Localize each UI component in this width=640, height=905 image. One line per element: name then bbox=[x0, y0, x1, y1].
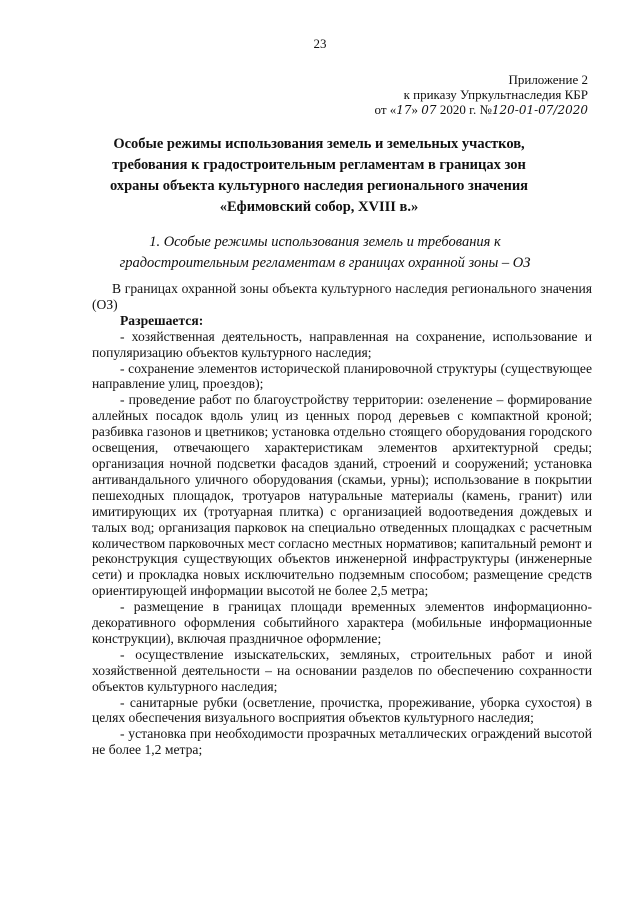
list-item: - осуществление изыскательских, земляных, строительных работ и иной хозяйственной деятельности – на основании разделов по обеспечению сохранности объектов культурного наследия; bbox=[92, 646, 592, 694]
appendix-title: Приложение 2 bbox=[508, 72, 588, 87]
order-number: 120-01-07/2020 bbox=[491, 103, 588, 117]
document-title: Особые режимы использования земель и земельных участков, требования к градостроительным регламентам в границах зон охраны объекта культурного наследия регионального значения «Ефимовский собор, XVIII в.» bbox=[109, 136, 529, 215]
list-item: - установка при необходимости прозрачных металлических ограждений высотой не более 1,2 метра; bbox=[92, 726, 592, 758]
appendix-order: к приказу Упркультнаследия КБР bbox=[403, 87, 588, 102]
section-heading: 1. Особые режимы использования земель и требования к градостроительным регламентам в границах охранной зоны – ОЗ bbox=[119, 234, 531, 271]
list-item: - размещение в границах площади временных элементов информационно-декоративного оформления событийного характера (мобильные информационные конструкции), включая праздничное оформление; bbox=[92, 599, 592, 646]
list-item: - проведение работ по благоустройству территории: озеленение – формирование аллейных посадок вдоль улиц из ценных пород деревьев с компактной кроной; разбивка газонов и цветников; установка отдельно стоящего оборудования городского освещения, отвечающего характеристикам элементов архитектурной среды; организация ночной подсветки фасадов зданий, строений и сооружений; установка антивандального уличного оборудования (скамьи, урны); использование в покрытии пешеходных площадок, тротуаров натуральные материалы (камень, гранит) или имитирующих их (тротуарная плитка) с организацией водоотведения дождевых и талых вод; организация парковок на специально отведенных площадках с расчетным количеством парковочных мест согласно местных нормативов; капитальный ремонт и реконструкция существующих объектов инженерной инфраструктуры (инженерные сети) и прокладка новых исключительно подземным способом; размещение средств ориентирующей информации высотой не более 2,5 метра; bbox=[92, 392, 592, 599]
list-item: - санитарные рубки (осветление, прочистка, прореживание, уборка сухостоя) в целях обеспечения визуального восприятия объектов культурного наследия; bbox=[92, 694, 592, 726]
date-mid2: 2020 г. № bbox=[436, 102, 492, 117]
list-item: - сохранение элементов исторической планировочной структуры (существующее направление улиц, проездов); bbox=[92, 360, 592, 392]
date-prefix: от « bbox=[374, 102, 397, 117]
page-number: 23 bbox=[313, 36, 327, 51]
appendix-header bbox=[375, 72, 589, 118]
date-day: 17 bbox=[396, 103, 412, 117]
appendix-date-line bbox=[375, 102, 589, 118]
date-mid1: » bbox=[411, 102, 422, 117]
list-item: - хозяйственная деятельность, направленная на сохранение, использование и популяризацию объектов культурного наследия; bbox=[92, 328, 592, 360]
allowed-label: Разрешается: bbox=[120, 312, 204, 328]
document-body bbox=[92, 281, 592, 758]
date-month: 07 bbox=[421, 103, 437, 117]
intro-paragraph: В границах охранной зоны объекта культурного наследия регионального значения (ОЗ) bbox=[92, 281, 592, 312]
